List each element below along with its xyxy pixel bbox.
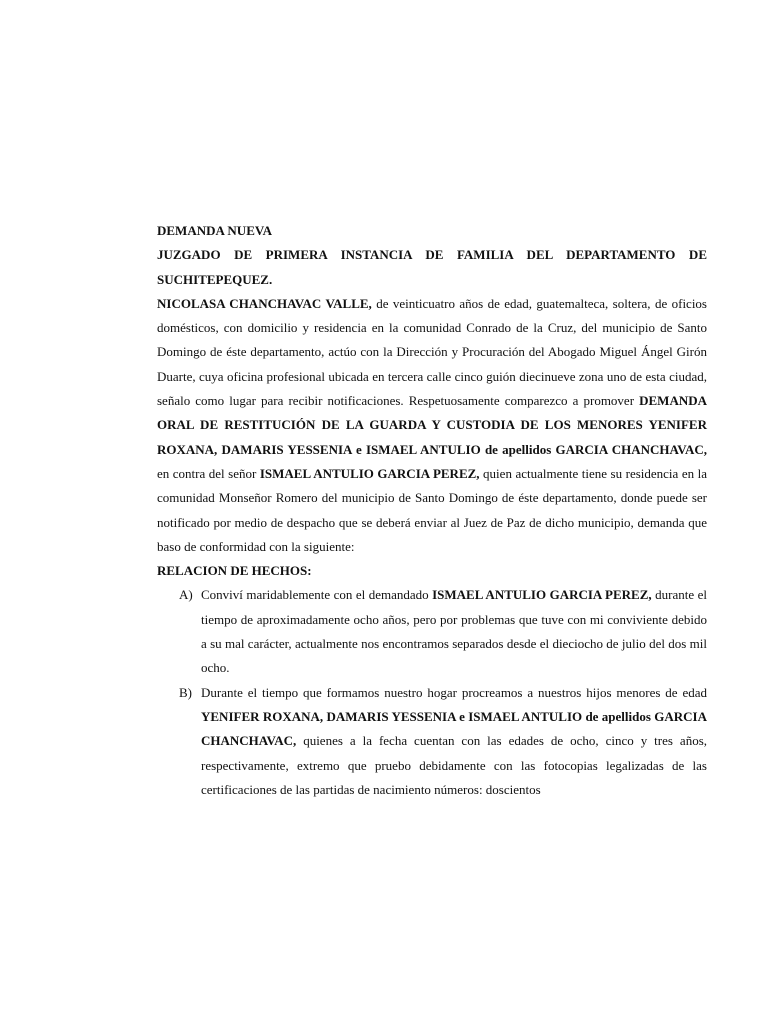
fact-text: quienes a la fecha cuentan con las edades de ocho, cinco y tres años, respectivamente, extremo que pruebo debidamente con las fotocopias legalizadas de las certificaciones de las partidas de nacimiento números: doscientos [201,733,707,797]
intro-text-2: en contra del señor [157,465,260,481]
fact-item [157,681,707,802]
fact-item [157,583,707,680]
fact-marker: B) [179,684,192,700]
intro-paragraph [157,292,707,559]
claim-title: DEMANDA ORAL DE RESTITUCIÓN DE LA GUARDA Y CUSTODIA DE LOS MENORES YENIFER ROXANA, DAMARIS YESSENIA e ISMAEL ANTULIO de apellidos GARCIA CHANCHAVAC, [157,393,707,457]
facts-list [157,583,707,802]
fact-bold-text: ISMAEL ANTULIO GARCIA PEREZ, [432,587,652,603]
document-body [157,219,707,802]
fact-bold-text: YENIFER ROXANA, DAMARIS YESSENIA e ISMAEL ANTULIO de apellidos GARCIA CHANCHAVAC, [201,708,707,749]
intro-text-3: quien actualmente tiene su residencia en la comunidad Monseñor Romero del municipio de Santo Domingo de éste departamento, donde puede ser notificado por medio de despacho que se deberá enviar al Juez de Paz de dicho municipio, demanda que baso de conformidad con la siguiente: [157,465,707,554]
defendant-name: ISMAEL ANTULIO GARCIA PEREZ, [259,465,480,481]
fact-marker: A) [179,587,193,603]
document-title: DEMANDA NUEVA [157,223,272,238]
court-heading: JUZGADO DE PRIMERA INSTANCIA DE FAMILIA DEL DEPARTAMENTO DE SUCHITEPEQUEZ. [157,247,707,287]
facts-heading: RELACION DE HECHOS: [157,563,312,579]
fact-text: durante el tiempo de aproximadamente ocho años, pero por problemas que tuve con mi conviviente debido a su mal carácter, actualmente nos encontramos separados desde el dieciocho de julio del dos mil ocho. [201,587,707,676]
intro-text-1: de veinticuatro años de edad, guatemalteca, soltera, de oficios domésticos, con domicilio y residencia en la comunidad Conrado de la Cruz, del municipio de Santo Domingo de éste departamento, actúo con la Dirección y Procuración del Abogado Miguel Ángel Girón Duarte, cuya oficina profesional ubicada en tercera calle cinco guión diecinueve zona uno de esta ciudad, señalo como lugar para recibir notificaciones. Respetuosamente comparezco a promover [157,295,707,409]
fact-text: Conviví maridablemente con el demandado [201,587,433,603]
fact-text: Durante el tiempo que formamos nuestro hogar procreamos a nuestros hijos menores de edad [201,684,707,700]
plaintiff-name: NICOLASA CHANCHAVAC VALLE, [157,295,372,311]
